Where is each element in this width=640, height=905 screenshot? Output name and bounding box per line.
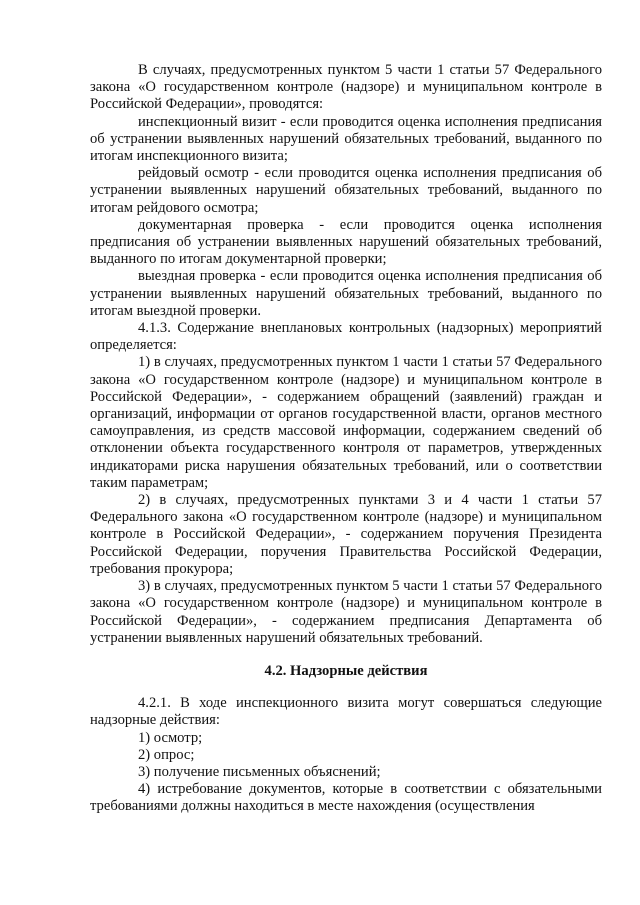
paragraph-4-1-3: 4.1.3. Содержание внеплановых контрольных (надзорных) мероприятий определяется: [90,320,602,354]
paragraph-item-1: 1) в случаях, предусмотренных пунктом 1 части 1 статьи 57 Федерального закона «О государственном контроле (надзоре) и муниципальном контроле в Российской Федерации», - содержанием обращений (заявлений) граждан и организаций, информации от органов государственной власти, органов местного самоуправления, из средств массовой информации, содержанием сведений об отклонении объекта государственного контроля от параметров, утвержденных индикаторами риска нарушения обязательных требований, или о соответствии таким параметрам; [90,354,602,491]
paragraph-item-3: 3) в случаях, предусмотренных пунктом 5 части 1 статьи 57 Федерального закона «О государственном контроле (надзоре) и муниципальном контроле в Российской Федерации», - содержанием предписания Департамента об устранении выявленных нарушений обязательных требований. [90,578,602,646]
spacer [90,647,602,663]
paragraph-item-2: 2) в случаях, предусмотренных пунктами 3 и 4 части 1 статьи 57 Федерального закона «О государственном контроле (надзоре) и муниципальном контроле в Российской Федерации», - содержанием поручения Президента Российской Федерации, поручения Правительства Российской Федерации, требования прокурора; [90,492,602,577]
list-item-survey: 2) опрос; [138,746,195,763]
list-item-inspection: 1) осмотр; [138,729,203,746]
spacer [90,680,602,695]
paragraph-intro: В случаях, предусмотренных пунктом 5 части 1 статьи 57 Федерального закона «О государственном контроле (надзоре) и муниципальном контроле в Российской Федерации», проводятся: [90,62,602,113]
paragraph-inspection-visit: инспекционный визит - если проводится оценка исполнения предписания об устранении выявленных нарушений обязательных требований, выданного по итогам инспекционного визита; [90,113,602,165]
list-item-written-explanations: 3) получение письменных объяснений; [138,763,381,780]
document-body [90,62,602,816]
paragraph-raid-inspection: рейдовый осмотр - если проводится оценка исполнения предписания об устранении выявленных нарушений обязательных требований, выданного по итогам рейдового осмотра; [90,165,602,216]
section-heading: 4.2. Надзорные действия [264,662,428,679]
list-item-document-request: 4) истребование документов, которые в соответствии с обязательными требованиями должны находиться в месте нахождения (осуществления [90,781,602,815]
paragraph-documentary-check: документарная проверка - если проводится оценка исполнения предписания об устранении выявленных нарушений обязательных требований, выданного по итогам документарной проверки; [90,216,602,268]
paragraph-field-check: выездная проверка - если проводится оценка исполнения предписания об устранении выявленных нарушений обязательных требований, выданного по итогам выездной проверки. [90,268,602,319]
paragraph-4-2-1: 4.2.1. В ходе инспекционного визита могут совершаться следующие надзорные действия: [90,695,602,729]
